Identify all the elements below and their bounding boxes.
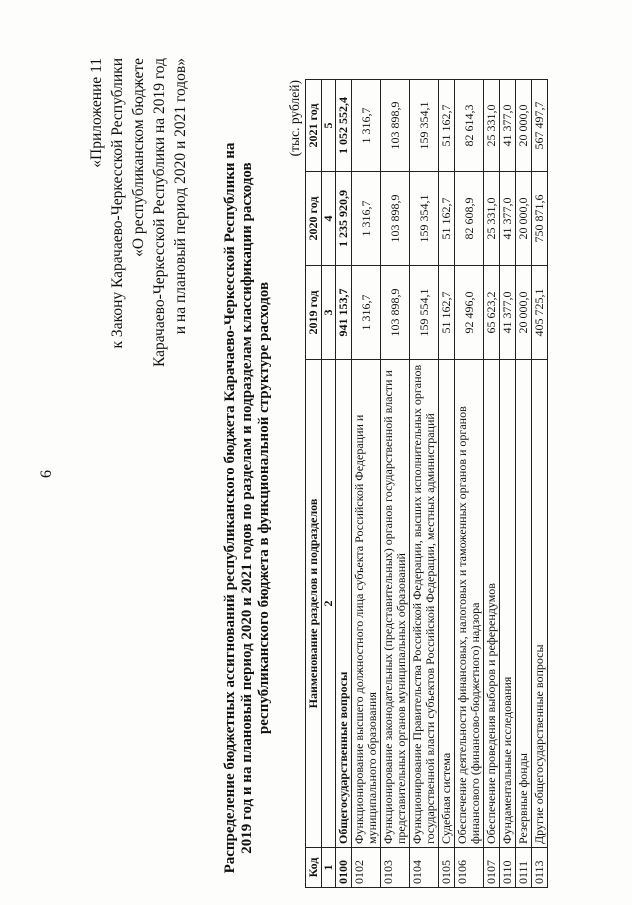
row-code: 0103 xyxy=(381,848,410,888)
row-code: 0107 xyxy=(484,848,500,888)
appendix-header xyxy=(86,58,191,488)
row-code: 0104 xyxy=(410,848,439,888)
header-2021: 2021 год xyxy=(306,80,322,172)
row-2020: 1 235 920,9 xyxy=(336,172,352,266)
row-name: Функционирование высшего должностного лица субъекта Российской Федерации и муниципального образования xyxy=(352,360,381,848)
table-row xyxy=(500,80,516,888)
appendix-line: «Приложение 11 xyxy=(88,58,105,168)
index-code: 1 xyxy=(322,848,336,888)
appendix-line: Карачаево-Черкесской Республики на 2019 год xyxy=(151,58,168,367)
row-2020: 103 898,9 xyxy=(381,172,410,266)
row-2021: 20 000,0 xyxy=(516,80,532,172)
table-row xyxy=(410,80,439,888)
row-2019: 92 496,0 xyxy=(455,266,484,360)
table-row xyxy=(336,80,352,888)
index-name: 2 xyxy=(322,360,336,848)
row-2019: 20 000,0 xyxy=(516,266,532,360)
index-2021: 5 xyxy=(322,80,336,172)
row-2020: 750 871,6 xyxy=(532,172,548,266)
row-2019: 159 554,1 xyxy=(410,266,439,360)
row-name: Другие общегосударственные вопросы xyxy=(532,360,548,848)
document-title xyxy=(222,128,273,888)
row-code: 0105 xyxy=(439,848,455,888)
row-2019: 1 316,7 xyxy=(352,266,381,360)
index-2020: 4 xyxy=(322,172,336,266)
header-code: Код xyxy=(306,848,322,888)
table-row xyxy=(484,80,500,888)
row-code: 0110 xyxy=(500,848,516,888)
appendix-line: к Закону Карачаево-Черкесской Республики xyxy=(109,58,126,349)
title-line: 2019 год и на плановый период 2020 и 2021 годов по разделам и подразделам классификации расходов xyxy=(239,162,255,854)
rotated-content xyxy=(4,58,624,898)
row-code: 0113 xyxy=(532,848,548,888)
title-line: Распределение бюджетных ассигнований республиканского бюджета Карачаево-Черкесской Республики на xyxy=(222,142,238,874)
row-2020: 1 316,7 xyxy=(352,172,381,266)
row-2020: 25 331,0 xyxy=(484,172,500,266)
page-number: 6 xyxy=(38,470,55,478)
header-2020: 2020 год xyxy=(306,172,322,266)
table-row xyxy=(532,80,548,888)
row-code: 0102 xyxy=(352,848,381,888)
row-name: Резервные фонды xyxy=(516,360,532,848)
row-name: Функционирование Правительства Российской Федерации, высших исполнительных органов государственной власти субъектов Российской Федерации, местных администраций xyxy=(410,360,439,848)
row-2019: 405 725,1 xyxy=(532,266,548,360)
row-code: 0106 xyxy=(455,848,484,888)
row-2019: 941 153,7 xyxy=(336,266,352,360)
row-name: Фундаментальные исследования xyxy=(500,360,516,848)
row-2021: 41 377,0 xyxy=(500,80,516,172)
row-2021: 82 614,3 xyxy=(455,80,484,172)
row-2021: 567 497,7 xyxy=(532,80,548,172)
row-2021: 1 316,7 xyxy=(352,80,381,172)
row-code: 0111 xyxy=(516,848,532,888)
table-row xyxy=(352,80,381,888)
table-row xyxy=(439,80,455,888)
row-2021: 25 331,0 xyxy=(484,80,500,172)
expenditure-table xyxy=(305,79,548,888)
title-line: республиканского бюджета в функциональной структуре расходов xyxy=(256,281,272,735)
row-2020: 159 354,1 xyxy=(410,172,439,266)
appendix-line: «О республиканском бюджете xyxy=(130,58,147,257)
header-name: Наименование разделов и подразделов xyxy=(306,360,322,848)
index-2019: 3 xyxy=(322,266,336,360)
row-code: 0100 xyxy=(336,848,352,888)
row-2020: 51 162,7 xyxy=(439,172,455,266)
row-2019: 65 623,2 xyxy=(484,266,500,360)
units-label: (тыс. рублей) xyxy=(287,80,302,157)
row-2021: 51 162,7 xyxy=(439,80,455,172)
header-2019: 2019 год xyxy=(306,266,322,360)
row-2019: 41 377,0 xyxy=(500,266,516,360)
row-2020: 41 377,0 xyxy=(500,172,516,266)
row-2020: 82 608,9 xyxy=(455,172,484,266)
table-row xyxy=(381,80,410,888)
row-2019: 103 898,9 xyxy=(381,266,410,360)
appendix-line: и на плановый период 2020 и 2021 годов» xyxy=(172,58,189,335)
row-2020: 20 000,0 xyxy=(516,172,532,266)
row-name: Функционирование законодательных (представительных) органов государственной власти и представительных органов муниципальных образований xyxy=(381,360,410,848)
column-index-row xyxy=(322,80,336,888)
row-2021: 103 898,9 xyxy=(381,80,410,172)
table-header-row xyxy=(306,80,322,888)
row-2021: 1 052 552,4 xyxy=(336,80,352,172)
row-2021: 159 354,1 xyxy=(410,80,439,172)
row-name: Судебная система xyxy=(439,360,455,848)
row-name: Обеспечение проведения выборов и референдумов xyxy=(484,360,500,848)
row-name: Обеспечение деятельности финансовых, налоговых и таможенных органов и органов финансового (финансово-бюджетного) надзора xyxy=(455,360,484,848)
table-row xyxy=(455,80,484,888)
table-row xyxy=(516,80,532,888)
row-name: Общегосударственные вопросы xyxy=(336,360,352,848)
row-2019: 51 162,7 xyxy=(439,266,455,360)
